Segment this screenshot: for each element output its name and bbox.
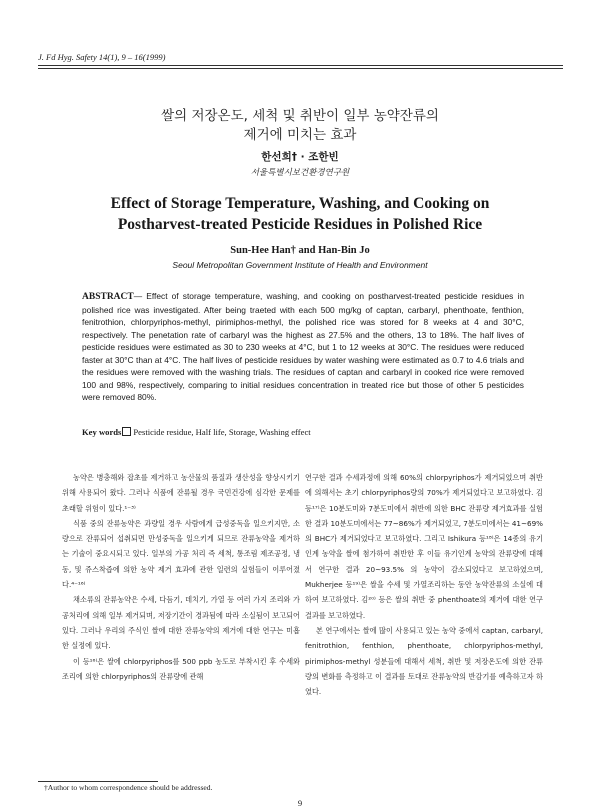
body-paragraph: 본 연구에서는 쌀에 많이 사용되고 있는 농약 중에서 captan, carbaryl, fenitrothion, fenthion, phenthoate, chlorpyriphos-methyl, pirimiphos-methyl 성분들에 대해서 세척, 취반 및 저장온도에 의한 잔류량의 변화를 측정하고 이 결과를 토대로 잔류농약의 반감기를 예측하고자 하였다.: [305, 625, 543, 697]
abstract: [82, 290, 524, 404]
keywords-label: Key words: [82, 427, 122, 437]
body-column-left: [62, 470, 300, 684]
korean-title: [0, 107, 600, 145]
header-rule-top: [38, 65, 563, 66]
keywords-text: Pesticide residue, Half life, Storage, Washing effect: [133, 427, 311, 437]
korean-title-line2: 제거에 미치는 효과: [243, 127, 357, 143]
body-paragraph: 이 등¹⁶⁾은 쌀에 chlorpyriphos를 500 ppb 농도로 부착시킨 후 수세와 조리에 의한 chlorpyriphos의 잔류량에 관해: [62, 656, 300, 681]
korean-affiliation: 서울특별시보건환경연구원: [250, 168, 350, 178]
english-title-line1: Effect of Storage Temperature, Washing, and Cooking on: [110, 195, 490, 212]
english-authors: Sun-Hee Han† and Han-Bin Jo: [230, 245, 370, 256]
footnote: †Author to whom correspondence should be addressed.: [44, 783, 213, 792]
body-paragraph: 연구한 결과 수세과정에 의해 60%의 chlorpyriphos가 제거되었으며 취반에 의해서는 초기 chlorpyriphos량의 70%가 제거되었다고 보고하였다. 김 등¹⁷⁾은 10분도미와 7분도미에서 취반에 의한 BHC 잔류량 제거효과를 실험한 결과 10분도미에서는 77~86%가 제거되었고, 7분도미에서는 41~69%의 BHC가 제거되었다고 보고하였다. 그리고 Ishikura 등¹⁸⁾은 14종의 유기인계 농약을 쌀에 첨가하여 취반한 후 이들 유기인계 농약의 잔류량에 대해서 연구한 결과 20~93.5% 의 농약이 감소되었다고 보고하였으며, Mukherjee 등¹⁹⁾은 쌀을 수세 및 가열조리하는 동안 농약잔류의 소실에 대하여 보고하였다. 김²⁰⁾ 등은 쌀의 취반 중 phenthoate의 제거에 대한 연구 결과를 보고하였다.: [305, 473, 543, 620]
abstract-label: ABSTRACT: [82, 292, 134, 302]
english-affiliation: Seoul Metropolitan Government Institute of Health and Environment: [172, 260, 428, 270]
body-paragraph: 채소류의 잔류농약은 수세, 다듬기, 데치기, 가열 등 여러 가지 조리와 가공처리에 의해 일부 제거되며, 저장기간이 경과됨에 따라 소실됨이 보고되어 있다. 그러나 우리의 주식인 쌀에 대한 잔류농약의 제거에 대한 연구는 미흡한 실정에 있다.: [62, 595, 300, 651]
footnote-rule: [38, 781, 158, 782]
journal-citation: J. Fd Hyg. Safety 14(1), 9 – 16(1999): [38, 52, 166, 62]
abstract-text: — Effect of storage temperature, washing, and cooking on postharvest-treated pesticide residues in polished rice was investigated. After being traeted with each 500 mg/kg of captan, carbaryl, phenthoate, fenthion, fenitrothion, chlorpyriphos-methyl, pirimiphos-methyl, the polished rice was stored for 8 weeks at 4 and 30°C, respectively. The penetation rate of carbaryl was the highest as 27.5% and the others, 13 to 18%. The half lives of pesticide residues were estimated as 30 to 230 weeks at 4°C, but 1 to 12 weeks at 30°C. The residues were reduced faster at 30°C than at 4°C. The half lives of pesticide residues by water washing were estimated as 0.7 to 4.6 trials and the residues were removed with the washing trials. The residues of captan and carbaryl in cooked rice were removed 100 and 98%, respectively, comparing to initial residues concentration in treated rice but those of other 5 pesticides were removed 80%.: [82, 291, 524, 402]
header-rule-bottom: [38, 68, 563, 69]
korean-title-line1: 쌀의 저장온도, 세척 및 취반이 일부 농약잔류의: [161, 108, 439, 124]
english-title: [0, 193, 600, 235]
checkbox-icon: [122, 427, 131, 436]
page-number: 9: [297, 798, 303, 808]
keywords: [82, 427, 524, 437]
english-title-line2: Postharvest-treated Pesticide Residues in Polished Rice: [117, 216, 483, 233]
body-paragraph: 식품 중의 잔류농약은 과량일 경우 사람에게 급성중독을 일으키지만, 소량으로 잔류되어 섭취되면 만성중독을 일으키게 되므로 잔류농약을 제거하는 기술이 중요시되고 있다. 일부의 가공 처리 즉 세척, 통조림 제조공정, 냉동, 및 쥬스착즙에 의한 농약 제거 효과에 관한 일련의 실험들이 이루어졌다.⁴⁻¹⁶⁾: [62, 518, 300, 590]
body-paragraph: 농약은 병충해와 잡초를 제거하고 농산물의 품질과 생산성을 향상시키기 위해 사용되어 왔다. 그러나 식품에 잔류될 경우 국민건강에 심각한 문제를 초래할 위험이 있다.¹⁻³⁾: [62, 473, 300, 513]
korean-authors: 한선희† · 조한빈: [261, 151, 339, 163]
body-column-right: [305, 470, 543, 699]
